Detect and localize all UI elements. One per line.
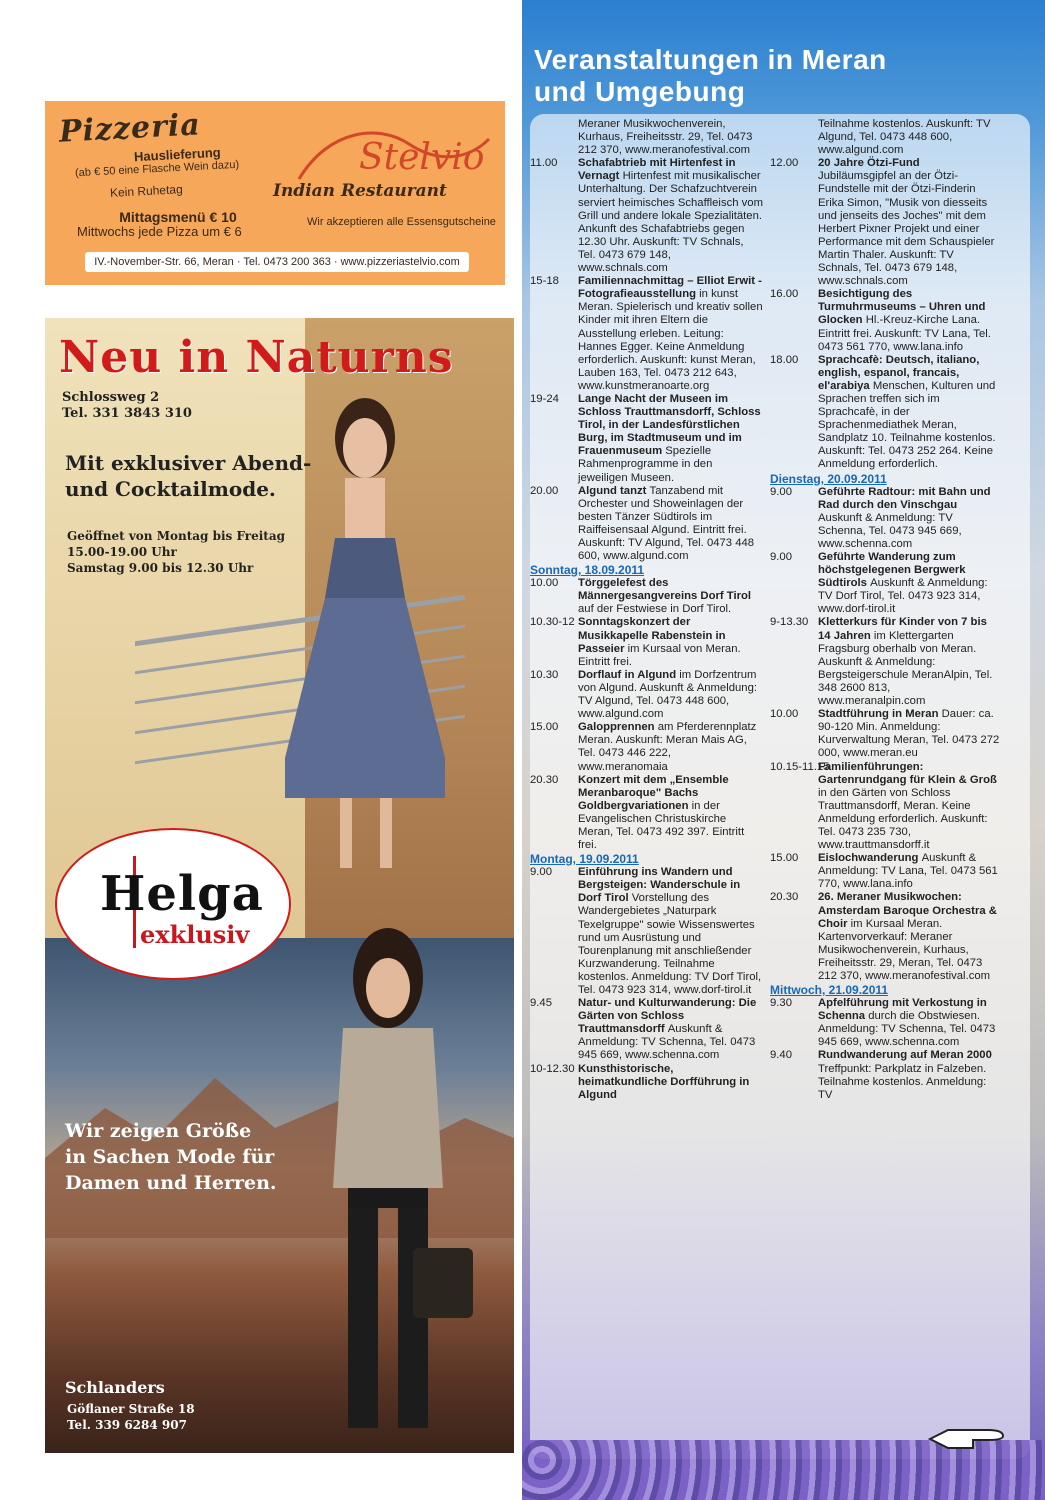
event-item: [770, 997, 1000, 1049]
naturns-phone: Tel. 331 3843 310: [62, 406, 192, 421]
delivery-note: (ab € 50 eine Flasche Wein dazu): [74, 158, 240, 180]
event-time: 11.00: [530, 157, 558, 170]
event-time: 10-12.30: [530, 1062, 575, 1075]
event-time: 16.00: [770, 288, 799, 301]
event-description: Hl.-Kreuz-Kirche Lana. Eintritt frei. Auskunft: TV Lana, Tel. 0473 561 770, www.lana.info: [818, 314, 991, 353]
event-item: [530, 997, 763, 1062]
event-time: 10.00: [530, 577, 559, 590]
event-description: Menschen, Kulturen und Sprachen treffen sich im Sprachcafè, in der Sprachenmediathek Meran, Sandplatz 10. Teilnahme kostenlos. Auskunft: Tel. 0473 252 264. Keine Anmeldung erforderlich.: [818, 379, 996, 471]
event-description: Auskunft & Anmeldung: TV Lana, Tel. 0473 561 770, www.lana.info: [818, 852, 998, 891]
event-description: Auskunft & Anmeldung: TV Dorf Tirol, Tel. 0473 923 314, www.dorf-tirol.it: [818, 577, 988, 616]
event-description: Vorstellung des Wandergebietes „Naturpark Texelgruppe" sowie Wissenswertes rund um Ausrüstung und Tourenplanung mit anschließender Kurzwanderung. Teilnahme kostenlos. Anmeldung: TV Dorf Tirol, Tel. 0473 923 314, www.dorf-tirol.it: [578, 892, 762, 996]
event-title: Dorflauf in Algund: [578, 668, 680, 681]
event-description: Meraner Musikwochenverein, Kurhaus, Freiheitsstr. 29, Tel. 0473 212 370, www.meranofestival.com: [578, 118, 753, 157]
hours-line-3: Samstag 9.00 bis 12.30 Uhr: [67, 561, 254, 575]
helga-logo-name: Helga: [100, 866, 264, 922]
event-description: Jubiläumsgipfel an der Ötzi-Fundstelle mit der Ötzi-Finderin Erika Simon, "Musik von diesseits und jenseits des Joches" mit dem Herbert Pixner Projekt und einer Performance mit dem Schauspieler Martin Thaler. Auskunft: TV Schnals, Tel. 0473 679 148, www.schnals.com: [818, 170, 995, 288]
lead-line-1: Mit exklusiver Abend-: [65, 451, 312, 475]
event-item: [530, 118, 763, 157]
event-time: 15-18: [530, 275, 559, 288]
vouchers-note: Wir akzeptieren alle Essensgutscheine: [307, 216, 496, 228]
event-item: [770, 354, 1000, 472]
event-title: Sprachcafè: Deutsch, italiano, english, espanol, francais, el'arabiya: [818, 353, 980, 392]
event-item: [530, 157, 763, 275]
event-day-heading: Dienstag, 20.09.2011: [770, 471, 887, 486]
event-description: auf der Festwiese in Dorf Tirol.: [578, 603, 732, 616]
event-item: [530, 616, 763, 668]
event-description: Auskunft & Anmeldung: TV Schenna, Tel. 0473 945 669, www.schenna.com: [818, 511, 962, 550]
event-time: 19-24: [530, 392, 559, 405]
event-item: [770, 288, 1000, 353]
event-description: Tanzabend mit Orchester und Showeinlagen der besten Tänzer Südtirols im Raiffeisensaal Algund. Eintritt frei. Auskunft: TV Algund, Tel. 0473 448 600, www.algund.com: [578, 484, 755, 563]
event-item: [770, 761, 1000, 853]
event-title: Besichtigung des Turmuhrmuseums – Uhren und Glocken: [818, 288, 986, 327]
event-item: [530, 393, 763, 485]
event-title: Eislochwanderung: [818, 852, 922, 865]
neu-in-naturns-title: Neu in Naturns: [59, 332, 454, 383]
event-time: 9.00: [530, 866, 552, 879]
events-title-line-1: Veranstaltungen in Meran: [534, 44, 887, 75]
event-title: Galopprennen: [578, 721, 658, 734]
event-description: Dauer: ca. 90-120 Min. Anmeldung: Kurverwaltung Meran, Tel. 0473 272 000, www.meran.eu: [818, 708, 1000, 760]
event-description: in der Evangelischen Christuskirche Meran, Tel. 0473 492 397. Eintritt frei.: [578, 799, 745, 852]
schlanders-label: Schlanders: [65, 1378, 165, 1397]
event-description: durch die Obstwiesen. Anmeldung: TV Schenna, Tel. 0473 945 669, www.schenna.com: [818, 1010, 996, 1049]
event-item: [770, 486, 1000, 551]
event-time: 9-13.30: [770, 616, 809, 629]
event-day-heading: Mittwoch, 21.09.2011: [770, 983, 889, 998]
naturns-street: Schlossweg 2: [62, 390, 160, 405]
event-title: Geführte Radtour: mit Bahn und Rad durch den Vinschgau: [818, 485, 991, 511]
event-item: [770, 118, 1000, 157]
event-title: Algund tanzt: [578, 484, 650, 497]
lead-line-2: und Cocktailmode.: [65, 477, 276, 501]
event-time: 10.15-11.15: [770, 760, 830, 773]
event-day-heading: Sonntag, 18.09.2011: [530, 563, 645, 578]
event-title: Familienführungen: Gartenrundgang für Klein & Groß: [818, 760, 997, 786]
event-description: am Pferderennplatz Meran. Auskunft: Meran Mais AG, Tel. 0473 446 222, www.meranomaia: [578, 721, 757, 773]
event-item: [770, 1049, 1000, 1101]
event-title: Sonntagskonzert der Musikkapelle Rabenstein in Passeier: [578, 616, 726, 655]
event-time: 15.00: [770, 852, 799, 865]
helga-logo-sub: exklusiv: [140, 920, 250, 949]
event-item: [770, 551, 1000, 616]
event-title: 20 Jahre Ötzi-Fund: [818, 157, 920, 170]
lunch-menu: Mittagsmenü € 10: [119, 209, 237, 225]
event-time: 20.30: [530, 773, 559, 786]
event-item: [530, 669, 763, 721]
event-item: [770, 157, 1000, 288]
event-item: [530, 721, 763, 773]
events-column-right: [770, 118, 1000, 1102]
event-description: in den Gärten von Schloss Trauttmansdorff, Meran. Keine Anmeldung erforderlich. Auskunft: Tel. 0473 235 730, www.trauttmansdorff.it: [818, 786, 988, 852]
event-description: im Klettergarten Fragsburg oberhalb von Meran. Auskunft & Anmeldung: Bergsteigerschule MeranAlpin, Tel. 348 2600 813, www.meranalpin.com: [818, 629, 993, 708]
event-time: 10.30-12: [530, 616, 575, 629]
no-rest-day: Kein Ruhetag: [109, 182, 184, 200]
event-item: [770, 852, 1000, 891]
event-item: [770, 708, 1000, 760]
event-item: [770, 616, 1000, 708]
event-title: Natur- und Kulturwanderung: Die Gärten von Schloss Trauttmansdorff: [578, 997, 757, 1036]
naturns-address: [62, 390, 192, 422]
event-title: Rundwanderung auf Meran 2000: [818, 1049, 992, 1062]
events-column-left: [530, 118, 763, 1102]
event-time: 9.30: [770, 997, 792, 1010]
event-description: im Kursaal Meran. Kartenvorverkauf: Meraner Musikwochenverein, Kurhaus, Freiheitsstr. 29, Meran, Tel. 0473 212 370, www.meranofestival.com: [818, 917, 991, 982]
event-time: 20.00: [530, 484, 559, 497]
event-time: 18.00: [770, 353, 799, 366]
event-description: Auskunft & Anmeldung: TV Schenna, Tel. 0473 945 669, www.schenna.com: [578, 1023, 756, 1062]
event-time: 9.45: [530, 997, 552, 1010]
event-time: 10.00: [770, 708, 799, 721]
event-time: 15.00: [530, 721, 559, 734]
events-title-line-2: und Umgebung: [534, 76, 746, 107]
event-title: Apfelführung mit Verkostung in Schenna: [818, 997, 987, 1023]
event-item: [530, 866, 763, 997]
claim-line-1: Wir zeigen Größe: [65, 1120, 252, 1142]
event-title: Familiennachmittag – Elliot Erwit - Fotografieausstellung: [578, 275, 762, 301]
event-description: Hirtenfest mit musikalischer Unterhaltung. Der Schafzuchtverein serviert heimisches Schaffleisch vom Grill und andere lokale Spezialitäten. Ankunft des Schafabtriebs gegen 12.30 Uhr. Auskunft: TV Schnals, Tel. 0473 679 148, www.schnals.com: [578, 170, 764, 275]
event-item: [530, 275, 763, 393]
event-title: Törggelefest des Männergesangvereins Dorf Tirol: [578, 577, 752, 603]
event-item: [530, 485, 763, 564]
helga-exklusiv-logo: [57, 830, 289, 978]
event-title: Geführte Wanderung zum höchstgelegenen Bergwerk Südtirols: [818, 551, 966, 590]
events-title: [534, 44, 887, 108]
event-day-heading: Montag, 19.09.2011: [530, 852, 639, 867]
pizzeria-stelvio-ad: [45, 101, 505, 285]
event-item: [530, 1063, 763, 1102]
model-fur-vest-image: [303, 918, 473, 1438]
schlanders-street: Göflaner Straße 18: [67, 1402, 195, 1416]
event-title: Einführung ins Wandern und Bergsteigen: Wanderschule in Dorf Tirol: [578, 866, 741, 905]
opening-hours: [67, 528, 285, 576]
stelvio-logo-text: Stelvio: [359, 137, 485, 178]
schlanders-phone: Tel. 339 6284 907: [67, 1418, 187, 1432]
claim-line-3: Damen und Herren.: [65, 1172, 277, 1194]
event-time: 10.30: [530, 668, 559, 681]
event-time: 20.30: [770, 891, 799, 904]
event-description: in kunst Meran. Spielerisch und kreativ sollen Kinder mit ihren Eltern die Ausstellung erleben. Leitung: Hannes Egger. Keine Anmeldung erforderlich. Auskunft: kunst Meran, Lauben 163, Tel. 0473 212 643, www.kunstmeranoarte.org: [578, 288, 763, 392]
helga-exklusiv-ad: [45, 318, 514, 1453]
event-title: Konzert mit dem „Ensemble Meranbaroque" Bachs Goldbergvariationen: [578, 773, 729, 812]
lead-text: [65, 450, 311, 502]
pizzeria-address: IV.-November-Str. 66, Meran · Tel. 0473 200 363 · www.pizzeriastelvio.com: [85, 252, 469, 272]
indian-restaurant-label: Indian Restaurant: [273, 181, 447, 201]
event-title: Stadtführung in Meran: [818, 708, 942, 721]
claim-line-2: in Sachen Mode für: [65, 1146, 275, 1168]
hours-line-1: Geöffnet von Montag bis Freitag: [67, 529, 286, 543]
event-item: [770, 891, 1000, 983]
event-time: 9.00: [770, 551, 792, 563]
schlanders-address: [67, 1401, 195, 1433]
event-item: [530, 577, 763, 616]
pointing-hand-icon: [928, 1424, 1008, 1454]
event-title: Schafabtrieb mit Hirtenfest in Vernagt: [578, 157, 736, 183]
event-time: 12.00: [770, 157, 799, 170]
event-title: Lange Nacht der Museen im Schloss Trauttmansdorff, Schloss Tirol, in der Landesfürstlichen Burg, im Stadtmuseum und im Frauenmuseum: [578, 392, 761, 458]
pizzeria-title: Pizzeria: [58, 107, 202, 150]
event-time: 9.00: [770, 485, 792, 498]
claim-text: [65, 1118, 277, 1196]
event-description: im Kursaal von Meran. Eintritt frei.: [578, 642, 741, 668]
event-title: Kunsthistorische, heimatkundliche Dorfführung in Algund: [578, 1062, 750, 1101]
event-description: Teilnahme kostenlos. Auskunft: TV Algund, Tel. 0473 448 600, www.algund.com: [818, 118, 991, 157]
hours-line-2: 15.00-19.00 Uhr: [67, 545, 177, 559]
wednesday-offer: Mittwochs jede Pizza um € 6: [77, 224, 242, 239]
event-description: Treffpunkt: Parkplatz in Falzeben. Teilnahme kostenlos. Anmeldung: TV: [818, 1062, 987, 1101]
event-description: im Dorfzentrum von Algund. Auskunft & Anmeldung: TV Algund, Tel. 0473 448 600, www.algund.com: [578, 668, 757, 721]
event-time: 9.40: [770, 1049, 792, 1062]
event-title: Kletterkurs für Kinder von 7 bis 14 Jahren: [818, 616, 987, 642]
event-description: Spezielle Rahmenprogramme in den jeweiligen Museen.: [578, 445, 713, 484]
event-item: [530, 774, 763, 853]
delivery-label: Hauslieferung: [133, 144, 222, 165]
event-title: 26. Meraner Musikwochen: Amsterdam Baroque Orchestra & Choir: [818, 891, 997, 930]
